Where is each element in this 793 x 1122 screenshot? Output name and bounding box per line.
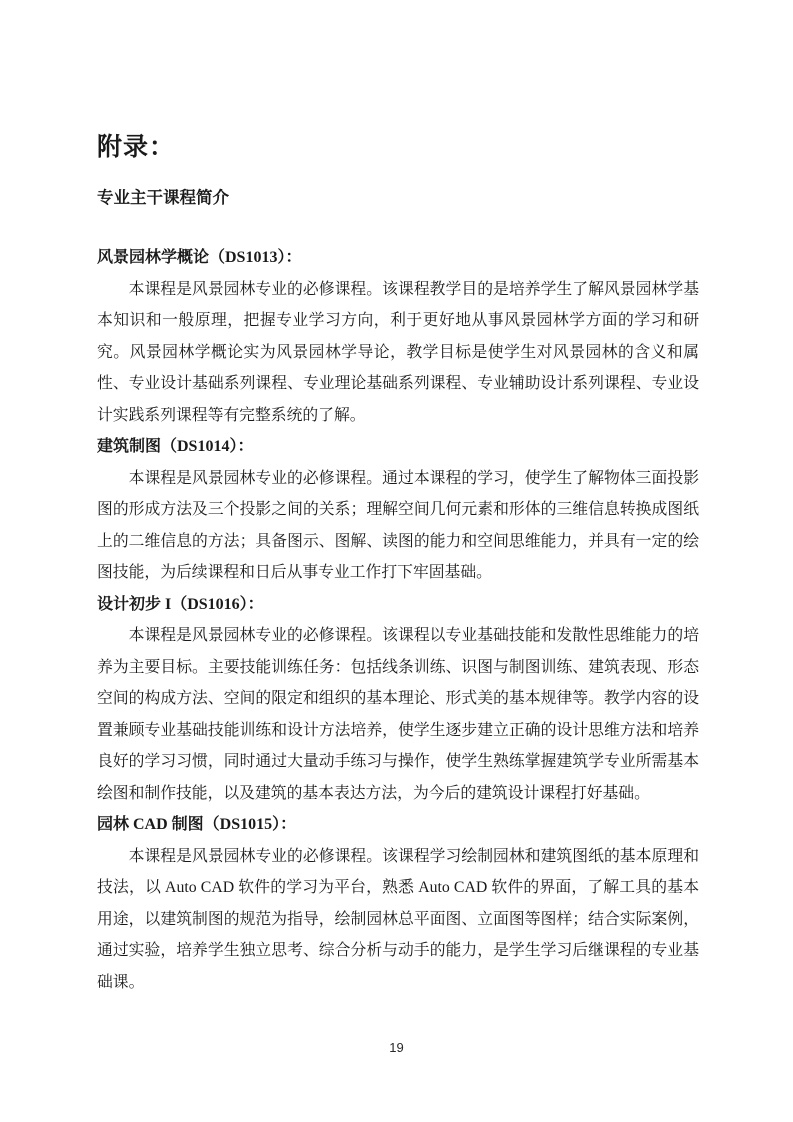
course-heading: 园林 CAD 制图（DS1015）： bbox=[97, 816, 297, 833]
appendix-title: 附录： bbox=[97, 134, 176, 161]
document-content bbox=[97, 131, 699, 998]
course-heading: 风景园林学概论（DS1013）： bbox=[97, 249, 302, 266]
course-section-ds1016 bbox=[97, 589, 699, 810]
course-list bbox=[97, 242, 699, 998]
section-subtitle: 专业主干课程简介 bbox=[97, 188, 229, 207]
course-section-ds1013 bbox=[97, 242, 699, 431]
course-description: 本课程是风景园林专业的必修课程。该课程教学目的是培养学生了解风景园林学基本知识和一般原理，把握专业学习方向，利于更好地从事风景园林学方面的学习和研究。风景园林学概论实为风景园林学导论，教学目标是使学生对风景园林的含义和属性、专业设计基础系列课程、专业理论基础系列课程、专业辅助设计系列课程、专业设计实践系列课程等有完整系统的了解。 bbox=[97, 280, 699, 424]
course-heading: 设计初步 I（DS1016）： bbox=[97, 595, 264, 613]
course-section-ds1015 bbox=[97, 809, 699, 998]
course-description: 本课程是风景园林专业的必修课程。通过本课程的学习，使学生了解物体三面投影图的形成方法及三个投影之间的关系；理解空间几何元素和形体的三维信息转换成图纸上的二维信息的方法；具备图示、图解、读图的能力和空间思维能力，并具有一定的绘图技能，为后续课程和日后从事专业工作打下牢固基础。 bbox=[97, 469, 699, 581]
page-number: 19 bbox=[389, 1040, 404, 1055]
course-heading: 建筑制图（DS1014）： bbox=[97, 438, 254, 455]
course-description: 本课程是风景园林专业的必修课程。该课程学习绘制园林和建筑图纸的基本原理和技法，以 Auto CAD 软件的学习为平台，熟悉 Auto CAD 软件的界面，了解工具的基本用途，以建筑制图的规范为指导，绘制园林总平面图、立面图等图样；结合实际案例，通过实验，培养学生独立思考、综合分析与动手的能力，是学生学习后继课程的专业基础课。 bbox=[97, 847, 699, 991]
course-description: 本课程是风景园林专业的必修课程。该课程以专业基础技能和发散性思维能力的培养为主要目标。主要技能训练任务：包括线条训练、识图与制图训练、建筑表现、形态空间的构成方法、空间的限定和组织的基本理论、形式美的基本规律等。教学内容的设置兼顾专业基础技能训练和设计方法培养，使学生逐步建立正确的设计思维方法和培养良好的学习习惯，同时通过大量动手练习与操作，使学生熟练掌握建筑学专业所需基本绘图和制作技能，以及建筑的基本表达方法，为今后的建筑设计课程打好基础。 bbox=[97, 627, 699, 802]
course-section-ds1014 bbox=[97, 431, 699, 589]
